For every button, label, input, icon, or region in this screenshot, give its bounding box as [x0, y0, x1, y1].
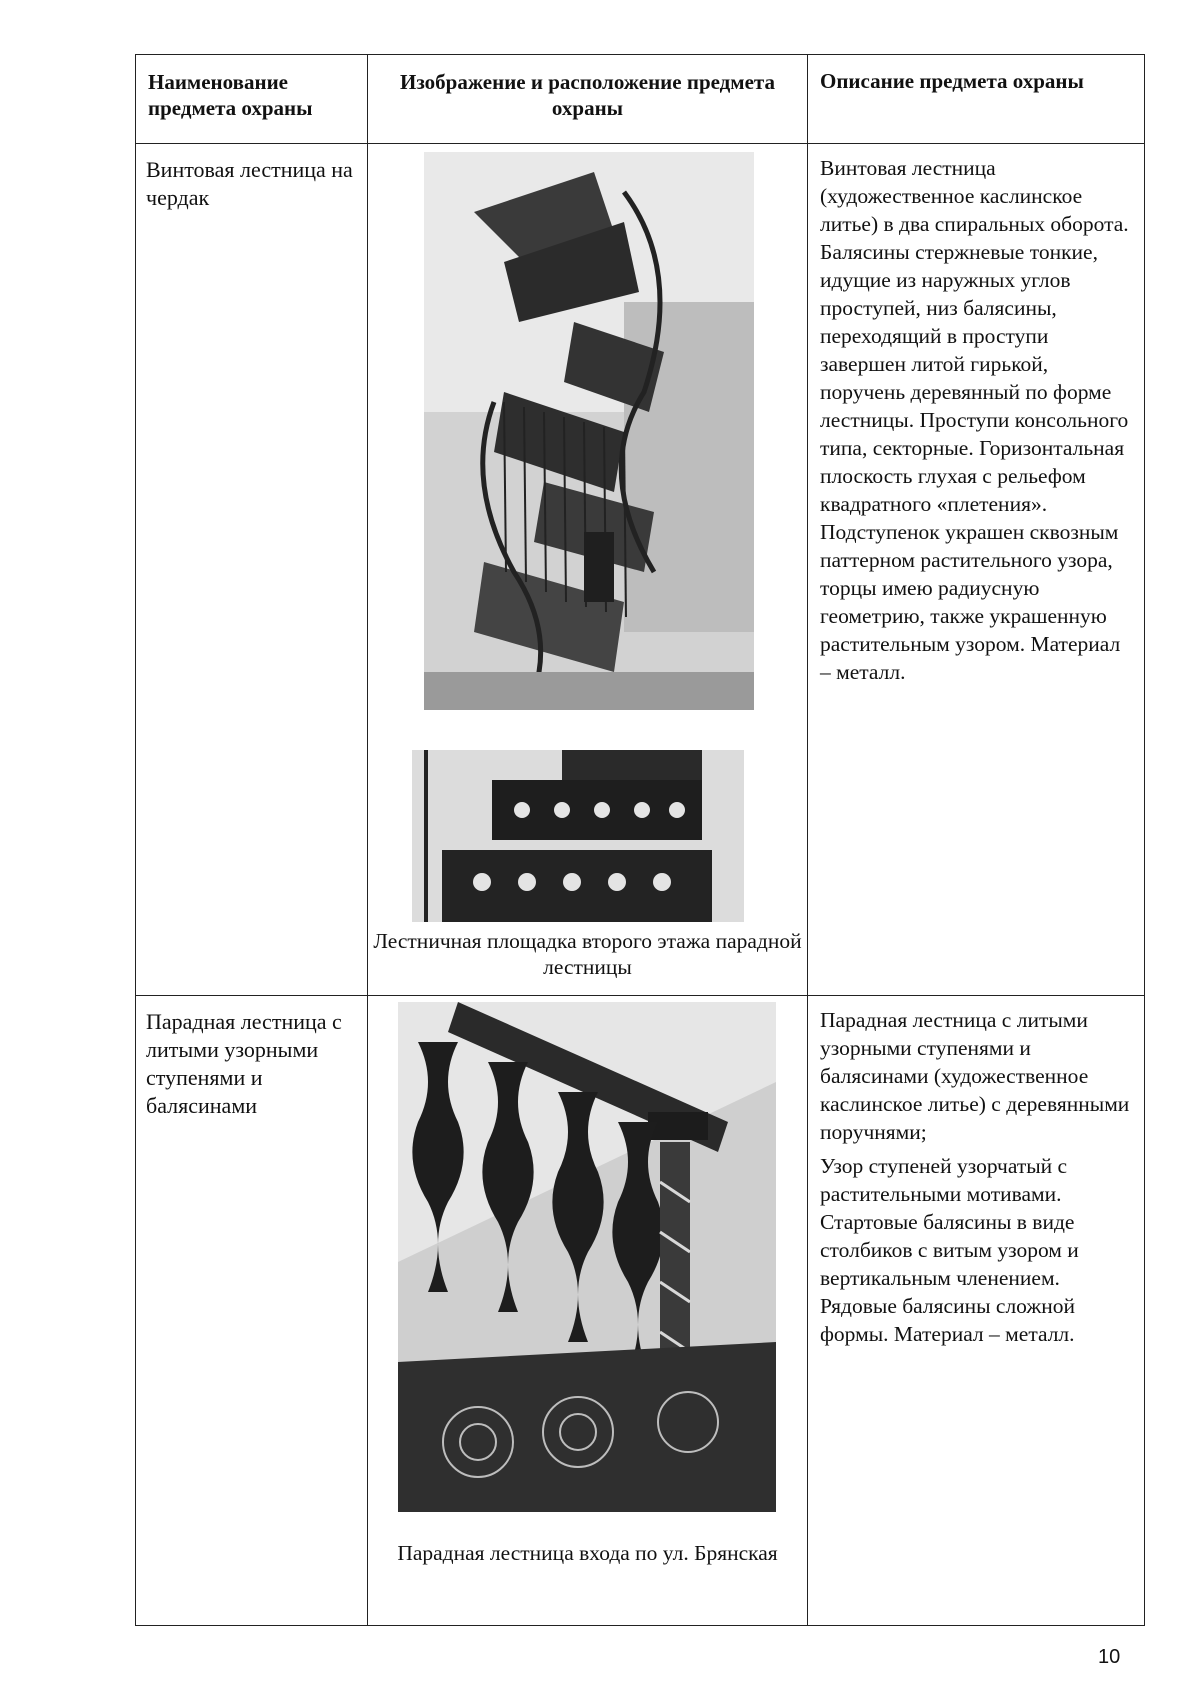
description-paragraph: Парадная лестница с литыми узорными ступенями и балясинами (художественное каслинское литье) с деревянными поручнями; — [820, 1008, 1130, 1144]
protection-objects-table — [135, 54, 1145, 1626]
second-floor-landing-photo — [412, 750, 744, 922]
table-header-row — [136, 55, 1145, 144]
object-description — [808, 996, 1145, 1626]
main-staircase-photo — [398, 1002, 776, 1512]
header-description: Описание предмета охраны — [808, 55, 1145, 144]
description-paragraph: Винтовая лестница (художественное каслинское литье) в два спиральных оборота. Балясины стержневые тонкие, идущие из наружных углов проступей, низ балясины, переходящий в проступи завершен литой гирькой, поручень деревянный по форме лестницы. Проступи консольного типа, секторные. Горизонтальная плоскость глухая с рельефом квадратного «плетения». Подступенок украшен сквозным паттерном растительного узора, торцы имею радиусную геометрию, также украшенную растительным узором. Материал – металл. — [820, 156, 1129, 684]
header-image: Изображение и расположение предмета охраны — [368, 55, 808, 144]
table-row — [136, 996, 1145, 1626]
object-description — [808, 144, 1145, 996]
object-name: Парадная лестница с литыми узорными ступенями и балясинами — [136, 996, 368, 1626]
table-row — [136, 144, 1145, 996]
photo-caption: Лестничная площадка второго этажа парадной лестницы — [373, 929, 802, 979]
description-paragraph: Узор ступеней узорчатый с растительными мотивами. Стартовые балясины в виде столбиков с витым узором и вертикальным членением. Рядовые балясины сложной формы. Материал – металл. — [820, 1154, 1079, 1346]
spiral-staircase-photo — [424, 152, 754, 710]
image-cell — [368, 144, 808, 996]
photo-caption: Парадная лестница входа по ул. Брянская — [397, 1541, 778, 1565]
object-name: Винтовая лестница на чердак — [136, 144, 368, 996]
image-cell — [368, 996, 808, 1626]
header-name: Наименование предмета охраны — [136, 55, 368, 144]
page-number: 10 — [1098, 1646, 1121, 1668]
